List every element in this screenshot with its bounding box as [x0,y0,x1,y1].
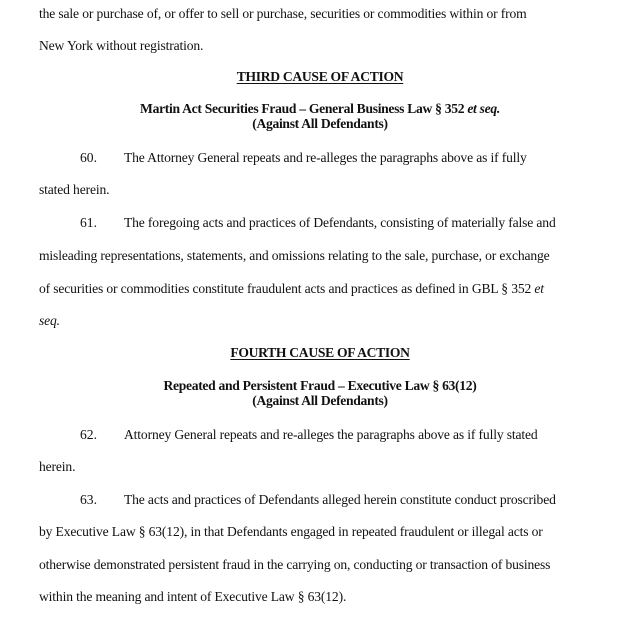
third-cause-subheading-main: Martin Act Securities Fraud – General Business Law § 352 [140,101,468,116]
paragraph-61-line-3-italic: et [534,281,544,296]
paragraph-61-line-4-italic: seq. [39,313,60,328]
paragraph-61-line-2: misleading representations, statements, and omissions relating to the sale, purchase, or exchange [39,248,550,263]
paragraph-61-line-4 [39,313,60,329]
paragraph-63-line-3: otherwise demonstrated persistent fraud in the carrying on, conducting or transaction of business [39,557,551,572]
paragraph-62-line-1: Attorney General repeats and re-alleges the paragraphs above as if fully stated [124,427,538,442]
paragraph-61-line-3 [39,281,544,297]
third-cause-heading-text: THIRD CAUSE OF ACTION [236,69,404,84]
paragraph-63-number: 63. [80,492,97,507]
fourth-cause-subheading-line-2: (Against All Defendants) [252,393,388,408]
paragraph-62-number: 62. [80,427,97,442]
paragraph-61-line-3-main: of securities or commodities constitute fraudulent acts and practices as defined in GBL § 352 [39,281,535,296]
paragraph-61-line-1: The foregoing acts and practices of Defendants, consisting of materially false and [124,215,556,230]
paragraph-63-line-4: within the meaning and intent of Executive Law § 63(12). [39,589,347,604]
intro-line-1: the sale or purchase of, or offer to sell or purchase, securities or commodities within or from [39,6,527,21]
paragraph-60-line-2: stated herein. [39,182,110,197]
paragraph-60-number: 60. [80,150,97,165]
paragraph-60-line-1: The Attorney General repeats and re-alleges the paragraphs above as if fully [124,150,527,165]
paragraph-63-line-2: by Executive Law § 63(12), in that Defendants engaged in repeated fraudulent or illegal acts or [39,524,543,539]
paragraph-62-line-2: herein. [39,459,76,474]
paragraph-61-number: 61. [80,215,97,230]
intro-line-2: New York without registration. [39,38,204,53]
third-cause-subheading-line-1 [0,101,640,116]
fourth-cause-subheading-line-1: Repeated and Persistent Fraud – Executive Law § 63(12) [163,378,477,393]
fourth-cause-heading-text: FOURTH CAUSE OF ACTION [230,345,410,360]
paragraph-63-line-1: The acts and practices of Defendants alleged herein constitute conduct proscribed [124,492,556,507]
fourth-cause-heading [0,345,640,361]
third-cause-subheading-line-2: (Against All Defendants) [252,116,388,131]
third-cause-subheading-italic: et seq. [467,101,500,116]
third-cause-heading [0,69,640,85]
